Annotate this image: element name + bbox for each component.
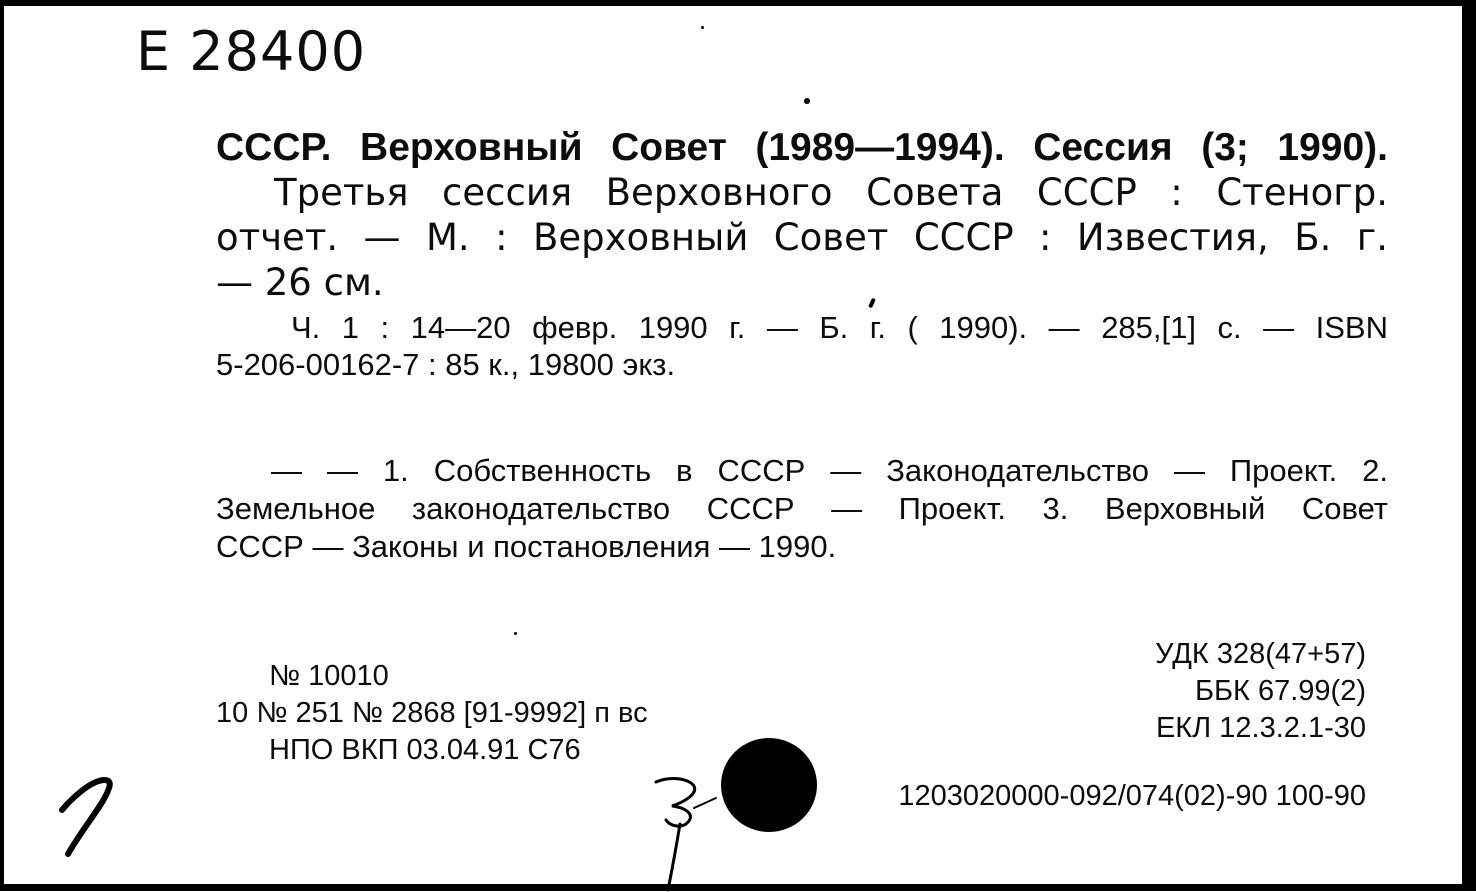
part-description [216, 309, 1388, 383]
subject-line: Земельное законодательство СССР — Проект. 3. Верховный Совет [216, 491, 1388, 526]
bbk-code: ББК 67.99(2) [1194, 675, 1366, 707]
subject-headings [216, 452, 1388, 566]
accession-line: 10 № 251 № 2868 [91-9992] п вс [216, 697, 648, 729]
ekl-code: ЕКЛ 12.3.2.1-30 [1155, 712, 1366, 744]
corporate-author-heading: СССР. Верховный Совет (1989—1994). Сессия (3; 1990). [216, 126, 1388, 169]
part-line: Ч. 1 : 14—20 февр. 1990 г. — Б. г. ( 1990). — 285,[1] с. — ISBN [291, 310, 1388, 345]
call-number: Е 28400 [136, 20, 367, 83]
scan-speck [514, 632, 517, 635]
classification-codes [1155, 636, 1366, 747]
punch-hole [721, 738, 817, 832]
scan-speck [701, 26, 704, 29]
publication-code: 1203020000-092/074(02)-90 100-90 [898, 780, 1366, 812]
accession-line: НПО ВКП 03.04.91 С76 [269, 734, 581, 766]
title-line: — 26 см. [216, 261, 384, 304]
part-line: 5-206-00162-7 : 85 к., 19800 экз. [216, 347, 676, 382]
handwritten-mark-icon [54, 774, 124, 864]
accession-codes [216, 658, 648, 769]
title-description [216, 170, 1388, 305]
title-line: отчет. — М. : Верховный Совет СССР : Известия, Б. г. [216, 216, 1388, 259]
title-line: Третья сессия Верховного Совета СССР : Стеногр. [274, 171, 1388, 214]
subject-line: — — 1. Собственность в СССР — Законодательство — Проект. 2. [271, 453, 1388, 488]
udc-code: УДК 328(47+57) [1155, 638, 1366, 670]
handwritten-numeral-icon [644, 768, 724, 892]
accession-line: № 10010 [269, 660, 389, 692]
scan-speck [804, 98, 810, 104]
subject-line: СССР — Законы и постановления — 1990. [216, 529, 837, 564]
